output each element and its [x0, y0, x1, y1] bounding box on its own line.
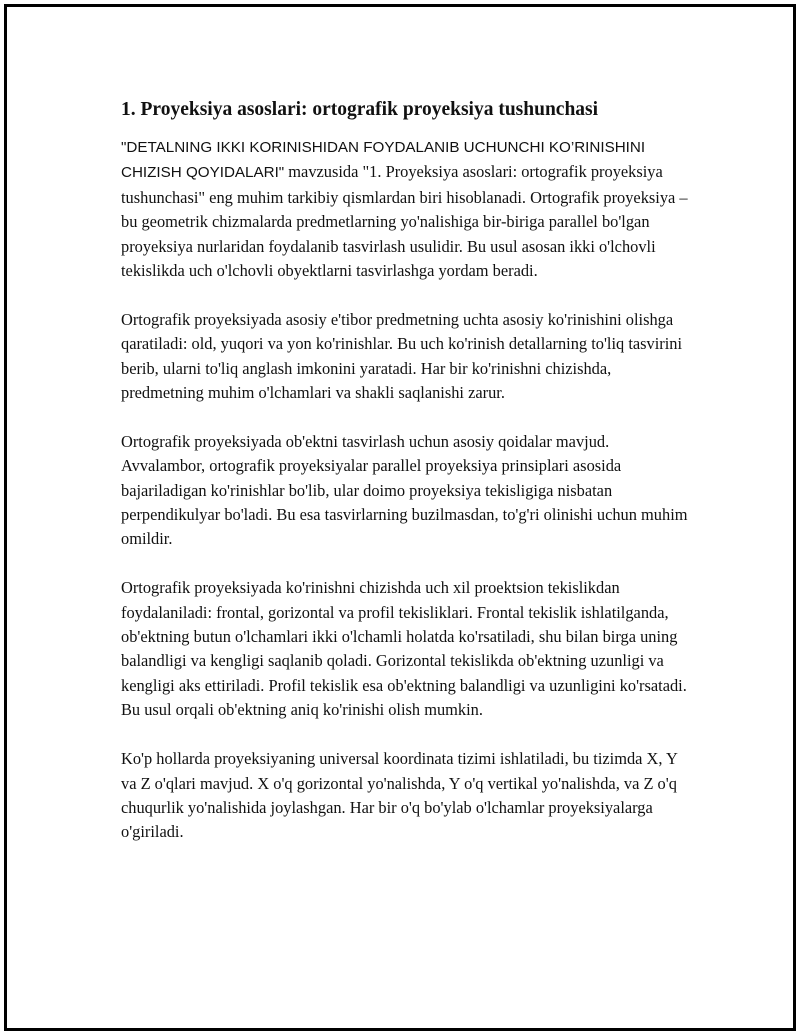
section-heading: 1. Proyeksiya asoslari: ortografik proyeksiya tushunchasi — [121, 99, 599, 120]
paragraph-2: Ortografik proyeksiyada asosiy e'tibor predmetning uchta asosiy ko'rinishini olishga qaratiladi: old, yuqori va yon ko'rinishlar. Bu uch ko'rinish detallarning to'liq tasvirini berib, ularni to'liq anglash imkonini yaratadi. Har bir ko'rinishni chizishda, predmetning muhim o'lchamlari va shakli saqlanishi zarur. — [121, 309, 683, 403]
paragraph-1 — [121, 135, 693, 283]
paragraph-4: Ortografik proyeksiyada ko'rinishni chizishda uch xil proektsion tekislikdan foydalaniladi: frontal, gorizontal va profil tekisliklari. Frontal tekislik ishlatilganda, ob'ektning butun o'lchamlari ikki o'lchamli holatda ko'rsatiladi, shu bilan birga uning balandligi va kengligi saqlanib qoladi. Gorizontal tekislikda ob'ektning uzunligi va kengligi aks ettiriladi. Profil tekislik esa ob'ektning balandligi va uzunligini ko'rsatadi. Bu usul orqali ob'ektning aniq ko'rinishi olish mumkin. — [121, 578, 687, 720]
topic-title-quote: "DETALNING IKKI KORINISHIDAN FOYDALANIB UCHUNCHI KO’RINISHINI CHIZISH QOYIDALARI" — [121, 139, 646, 182]
page-frame — [4, 4, 796, 1031]
paragraph-3: Ortografik proyeksiyada ob'ektni tasvirlash uchun asosiy qoidalar mavjud. Avvalambor, ortografik proyeksiyalar parallel proyeksiya prinsiplari asosida bajariladigan ko'rinishlar bo'lib, ular doimo proyeksiya tekisligiga nisbatan perpendikulyar bo'ladi. Bu esa tasvirlarning buzilmasdan, to'g'ri olinishi uchun muhim omildir. — [121, 431, 688, 549]
document-body — [121, 97, 693, 869]
paragraph-5: Ko'p hollarda proyeksiyaning universal koordinata tizimi ishlatiladi, bu tizimda X, Y va Z o'qlari mavjud. X o'q gorizontal yo'nalishda, Y o'q vertikal yo'nalishda, va Z o'q chuqurlik yo'nalishida joylashgan. Har bir o'q bo'ylab o'lchamlar proyeksiyalarga o'giriladi. — [121, 749, 678, 842]
paragraph-1-text: mavzusida "1. Proyeksiya asoslari: ortografik proyeksiya tushunchasi" eng muhim tarkibiy qismlardan biri hisoblanadi. Ortografik proyeksiya – bu geometrik chizmalarda predmetlarning yo'nalishiga bir-biriga parallel bo'lgan proyeksiya nurlaridan foydalanib tasvirlash usulidir. Bu usul asosan ikki o'lchovli tekislikda uch o'lchovli obyektlarni tasvirlashga yordam beradi. — [121, 162, 688, 281]
